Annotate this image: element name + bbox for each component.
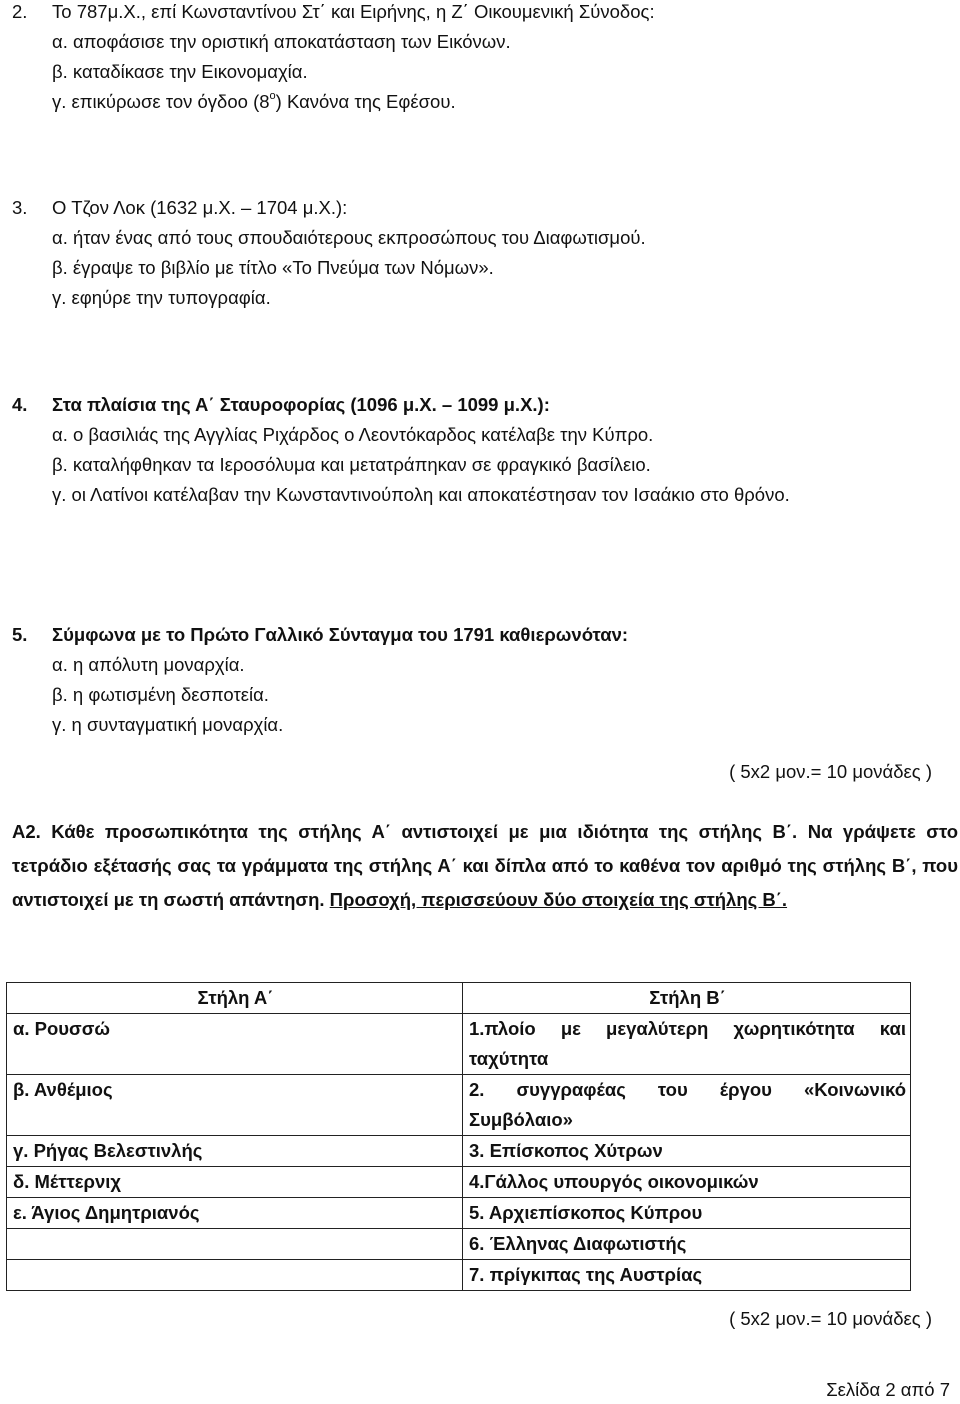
column-b-cell: 7. πρίγκιπας της Αυστρίας — [463, 1260, 911, 1291]
question-number: 4. — [12, 394, 28, 415]
column-b-header: Στήλη Β΄ — [463, 983, 911, 1014]
option-a: α. ο βασιλιάς της Αγγλίας Ριχάρδος ο Λεοντόκαρδος κατέλαβε την Κύπρο. — [52, 424, 654, 445]
column-a-cell: γ. Ρήγας Βελεστινλής — [7, 1136, 463, 1167]
question-number: 5. — [12, 624, 28, 645]
score-note-a1: ( 5x2 μον.= 10 μονάδες ) — [729, 761, 932, 782]
option-a: α. αποφάσισε την οριστική αποκατάσταση των Εικόνων. — [52, 31, 511, 52]
question-number: 3. — [12, 197, 28, 218]
question-stem — [12, 390, 908, 420]
question-5 — [12, 620, 908, 740]
column-a-cell: β. Ανθέμιος — [7, 1075, 463, 1136]
option-b: β. καταλήφθηκαν τα Ιεροσόλυμα και μετατράπηκαν σε φραγκικό βασίλειο. — [52, 454, 651, 475]
question-text: Ο Τζον Λοκ (1632 μ.Χ. – 1704 μ.Χ.): — [52, 197, 348, 218]
question-stem — [12, 193, 908, 223]
score-note-a2: ( 5x2 μον.= 10 μονάδες ) — [729, 1308, 932, 1329]
table-header-row — [7, 983, 911, 1014]
a2-instruction — [12, 815, 958, 917]
a2-instruction-text: Α2. Κάθε προσωπικότητα της στήλης Α΄ αντιστοιχεί με μια ιδιότητα της στήλης Β΄. Να γράψετε στο τετράδιο εξέτασής σας τα γράμματα της στήλης Α΄ και δίπλα από το καθένα τον αριθμό της στήλης Β΄, που αντιστοιχεί με τη σωστή απάντηση. — [12, 821, 958, 910]
column-b-cell: 1.πλοίο με μεγαλύτερη χωρητικότητα και ταχύτητα — [463, 1014, 911, 1075]
column-b-cell: 6. Έλληνας Διαφωτιστής — [463, 1229, 911, 1260]
a2-warning: Προσοχή, περισσεύουν δύο στοιχεία της στήλης Β΄. — [329, 889, 788, 910]
matching-table — [6, 982, 911, 1291]
column-b-cell: 2. συγγραφέας του έργου «Κοινωνικό Συμβόλαιο» — [463, 1075, 911, 1136]
column-a-cell: α. Ρουσσώ — [7, 1014, 463, 1075]
page-footer: Σελίδα 2 από 7 — [826, 1379, 950, 1400]
option-c: γ. επικύρωσε τον όγδοο $(8^o)$ Κανόνα της Εφέσου. — [52, 89, 456, 112]
column-a-cell — [7, 1229, 463, 1260]
question-text: Το 787μ.Χ., επί Κωνσταντίνου Στ΄ και Ειρήνης, η Ζ΄ Οικουμενική Σύνοδος: — [52, 1, 655, 22]
table-row — [7, 1198, 911, 1229]
table-row — [7, 1229, 911, 1260]
question-3 — [12, 193, 908, 313]
question-text: Σύμφωνα με το Πρώτο Γαλλικό Σύνταγμα του 1791 καθιερωνόταν: — [52, 624, 629, 645]
table-row — [7, 1014, 911, 1075]
option-c: γ. η συνταγματική μοναρχία. — [52, 714, 284, 735]
question-stem — [12, 0, 908, 27]
column-b-cell: 3. Επίσκοπος Χύτρων — [463, 1136, 911, 1167]
column-b-cell: 4.Γάλλος υπουργός οικονομικών — [463, 1167, 911, 1198]
option-a: α. ήταν ένας από τους σπουδαιότερους εκπροσώπους του Διαφωτισμού. — [52, 227, 646, 248]
column-b-cell: 5. Αρχιεπίσκοπος Κύπρου — [463, 1198, 911, 1229]
option-b: β. έγραψε το βιβλίο με τίτλο «Το Πνεύμα των Νόμων». — [52, 257, 494, 278]
question-4 — [12, 390, 908, 510]
column-a-header: Στήλη Α΄ — [7, 983, 463, 1014]
option-b: β. καταδίκασε την Εικονομαχία. — [52, 61, 308, 82]
table-row — [7, 1260, 911, 1291]
option-a: α. η απόλυτη μοναρχία. — [52, 654, 245, 675]
table-row — [7, 1075, 911, 1136]
question-2 — [12, 0, 908, 117]
column-a-cell: ε. Άγιος Δημητριανός — [7, 1198, 463, 1229]
column-a-cell — [7, 1260, 463, 1291]
option-b: β. η φωτισμένη δεσποτεία. — [52, 684, 269, 705]
question-number: 2. — [12, 1, 28, 22]
option-c: γ. εφηύρε την τυπογραφία. — [52, 287, 271, 308]
question-text: Στα πλαίσια της Α΄ Σταυροφορίας (1096 μ.Χ. – 1099 μ.Χ.): — [52, 394, 550, 415]
column-a-cell: δ. Μέττερνιχ — [7, 1167, 463, 1198]
superscript: ο — [269, 89, 276, 102]
question-stem — [12, 620, 908, 650]
option-c: γ. οι Λατίνοι κατέλαβαν την Κωνσταντινούπολη και αποκατέστησαν τον Ισαάκιο στο θρόνο. — [52, 484, 790, 505]
table-row — [7, 1167, 911, 1198]
table-row — [7, 1136, 911, 1167]
